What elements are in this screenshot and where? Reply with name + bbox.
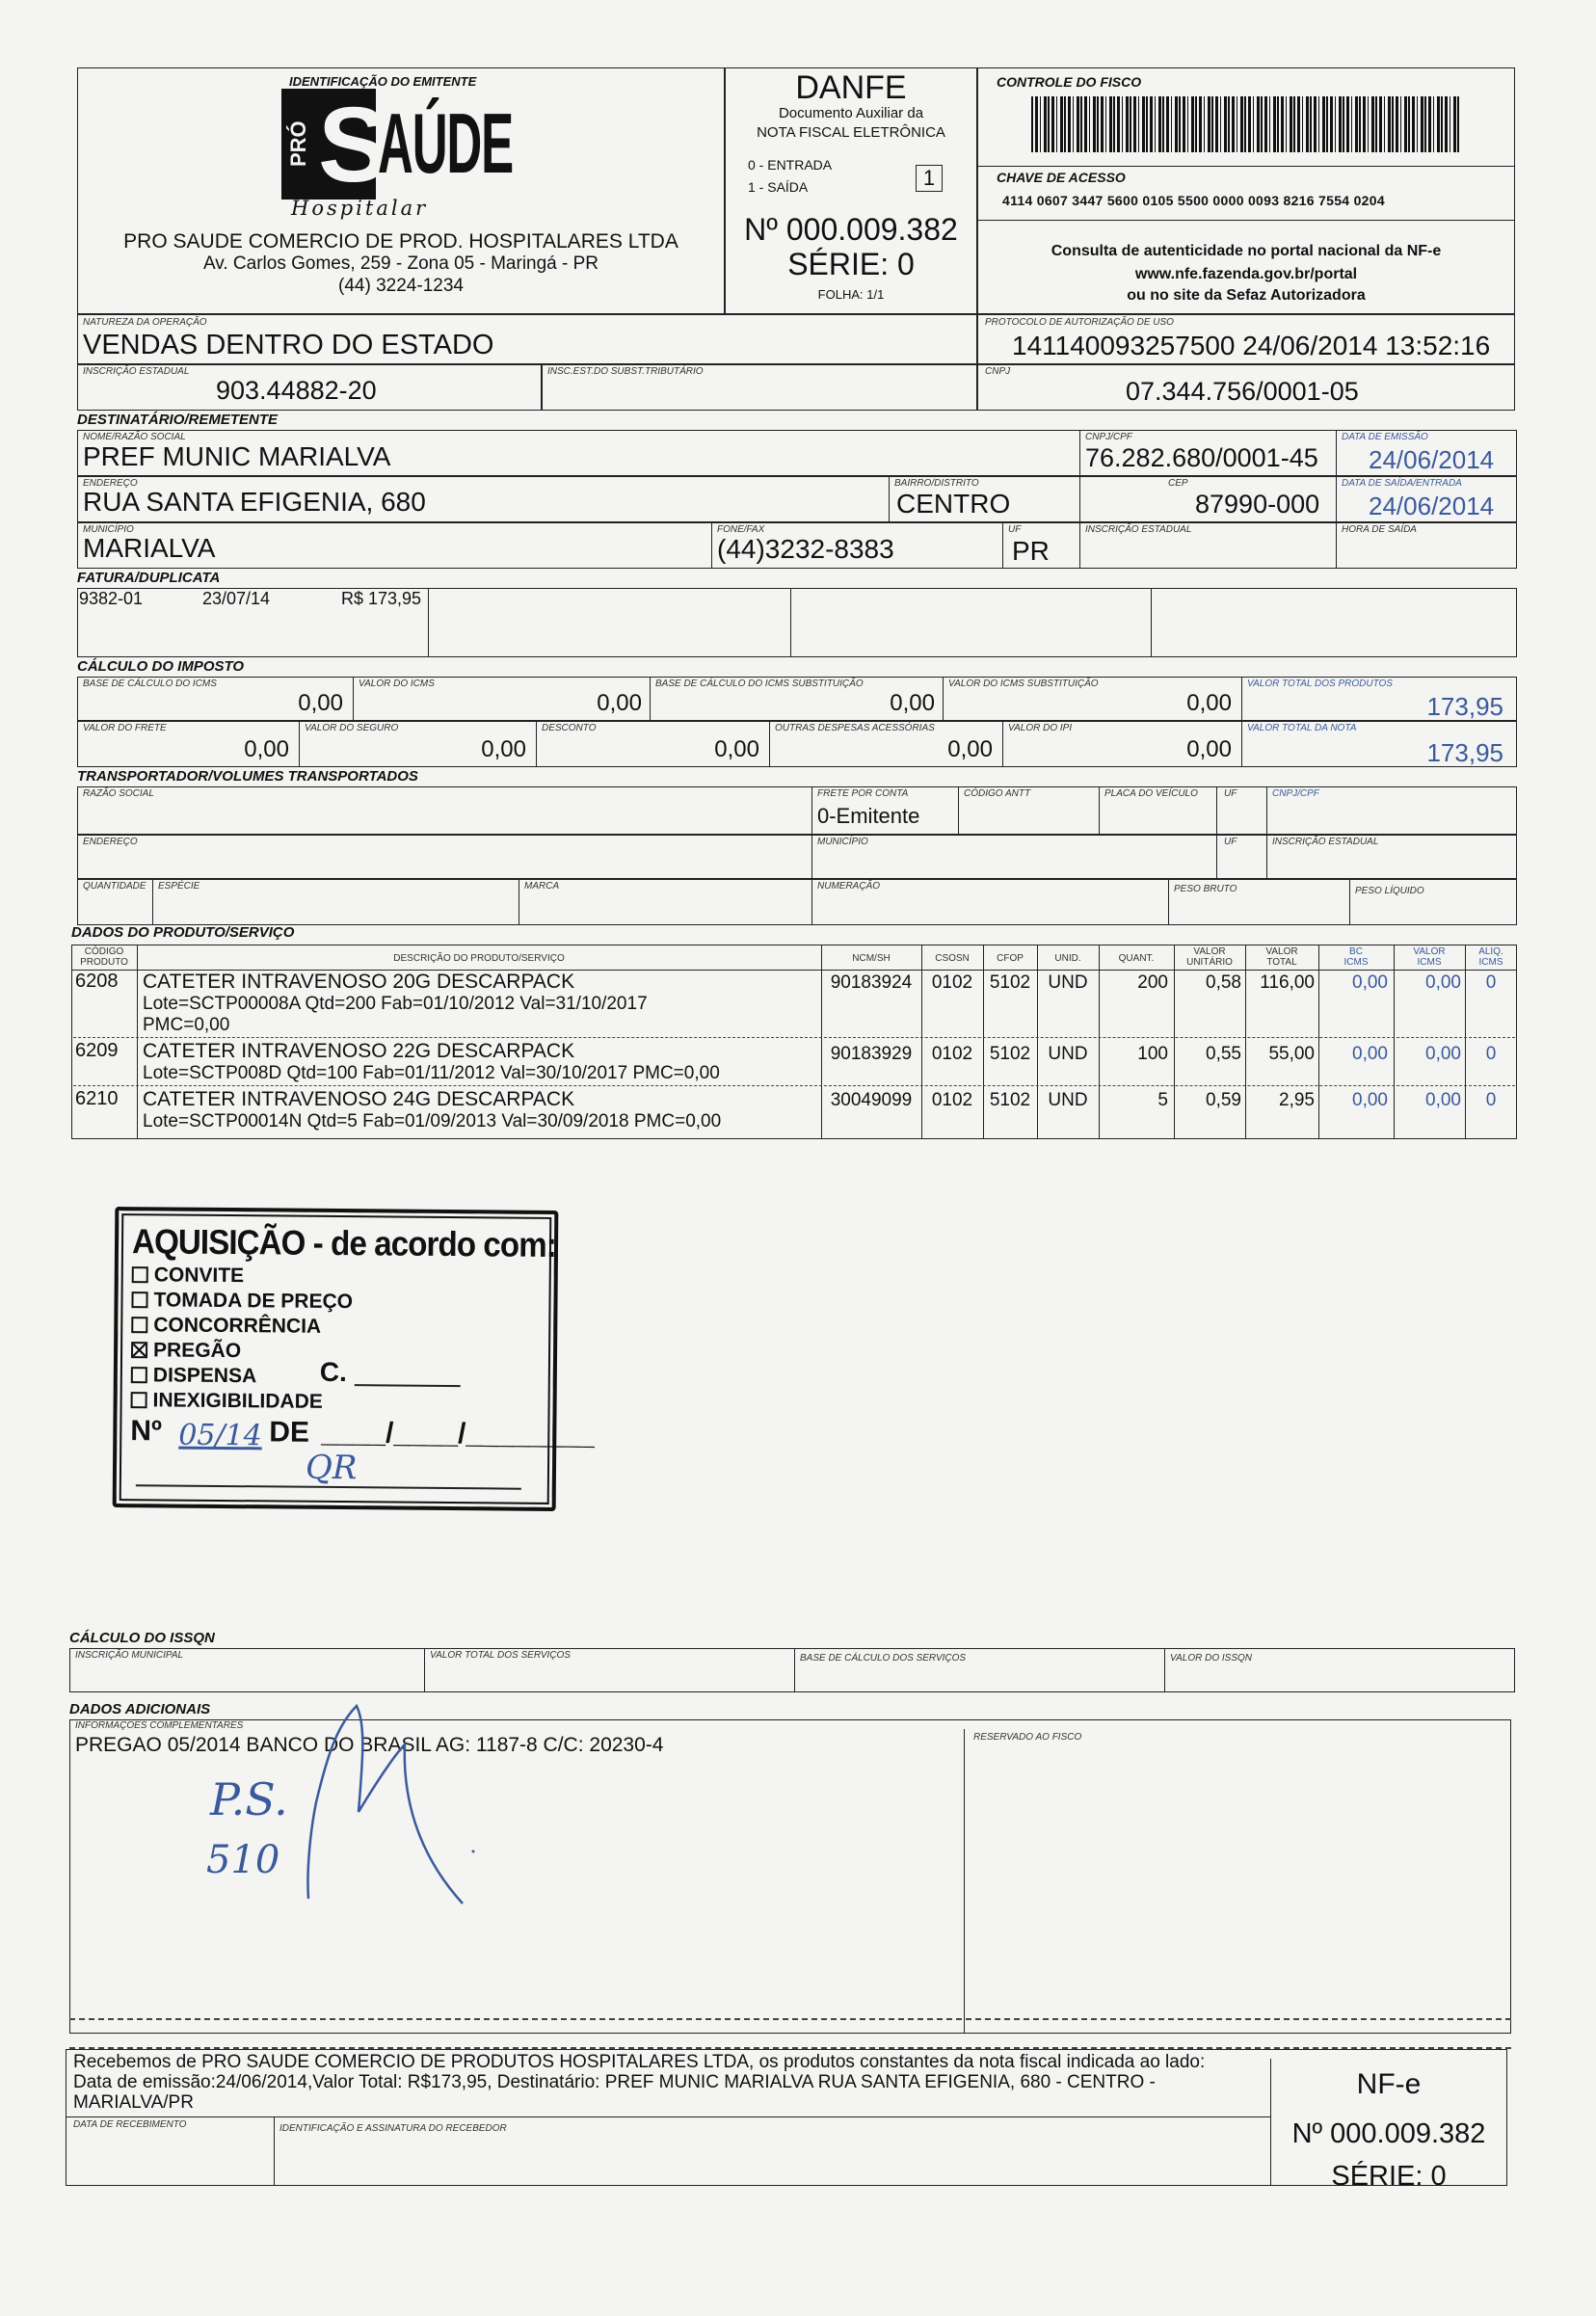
protocolo-value: 141140093257500 24/06/2014 13:52:16 [1012,331,1491,360]
row-desc2: Lote=SCTP00014N Qtd=5 Fab=01/09/2013 Val=30/09/2018 PMC=0,00 [143,1111,722,1131]
frete-label: VALOR DO FRETE [83,723,167,733]
transp-especie-label: ESPÉCIE [158,881,200,892]
danfe-entrada: 0 - ENTRADA [748,157,833,173]
row-desc2: Lote=SCTP008D Qtd=100 Fab=01/11/2012 Val=30/10/2017 PMC=0,00 [143,1063,720,1083]
base-icms: 0,00 [298,690,343,716]
stamp-option-tomada: TOMADA DE PREÇO [131,1290,353,1312]
seguro: 0,00 [481,736,526,762]
row-quant: 5 [1157,1090,1168,1110]
consulta-line1: Consulta de autenticidade no portal nacional da NF-e [1051,243,1442,259]
valor-icms: 0,00 [597,690,642,716]
dest-municipio-label: MUNICÍPIO [83,524,134,535]
fatura-numero: 9382-01 [79,589,144,608]
barcode [1031,96,1460,152]
danfe-folha: FOLHA: 1/1 [817,287,885,302]
row-desc3: PMC=0,00 [143,1015,230,1035]
row-cfop: 5102 [989,972,1031,993]
row-vicms: 0,00 [1425,1090,1461,1110]
consulta-line3: ou no site da Sefaz Autorizadora [1127,287,1366,304]
handwritten-510: 510 [206,1838,280,1882]
handwritten-ps: P.S. [210,1773,288,1825]
adicionais-box [69,1719,1511,2034]
row-desc1: CATETER INTRAVENOSO 20G DESCARPACK [143,971,575,993]
hdr-cfop: CFOP [997,953,1024,964]
transp-peso-liquido-label: PESO LÍQUIDO [1355,886,1424,896]
cnpj-emit-value: 07.344.756/0001-05 [1126,377,1359,406]
transp-peso-bruto-label: PESO BRUTO [1174,884,1237,894]
chave-acesso: 4114 0607 3447 5600 0105 5500 0000 0093 8216 7554 0204 [1002,193,1385,208]
transp-endereco-label: ENDEREÇO [83,837,138,847]
dest-fone: (44)3232-8383 [717,534,894,564]
stamp-option-inexigibilidade: INEXIGIBILIDADE [131,1390,323,1412]
row-csosn: 0102 [931,1044,973,1064]
row-unid: UND [1048,1090,1088,1110]
hdr-vicms2: ICMS [1417,957,1442,968]
hdr-vicms1: VALOR [1413,946,1446,957]
row-vicms: 0,00 [1425,972,1461,993]
adicionais-info-label: INFORMAÇÕES COMPLEMENTARES [75,1720,244,1731]
natureza-label: NATUREZA DA OPERAÇÃO [83,317,207,328]
emitente-name: PRO SAUDE COMERCIO DE PROD. HOSPITALARES LTDA [123,230,678,253]
issqn-box [69,1648,1515,1692]
stamp-option-pregao: PREGÃO [131,1340,241,1361]
total-nota-label: VALOR TOTAL DA NOTA [1247,723,1357,733]
controle-label: CONTROLE DO FISCO [997,74,1142,90]
row-aliq: 0 [1485,1044,1497,1064]
stamp-title: AQUISIÇÃO - de acordo com: [131,1221,557,1264]
iest-label: INSC.EST.DO SUBST.TRIBUTÁRIO [547,366,704,377]
stamp-numero-prefix: Nº [130,1415,163,1448]
row-aliq: 0 [1485,1090,1497,1110]
row-vunit: 0,58 [1206,972,1241,993]
base-icms-label: BASE DE CÁLCULO DO ICMS [83,679,217,689]
produtos-section: DADOS DO PRODUTO/SERVIÇO [71,924,295,941]
danfe-sub2: NOTA FISCAL ELETRÔNICA [757,124,945,141]
valor-icms-label: VALOR DO ICMS [359,679,435,689]
transp-frete: 0-Emitente [817,804,920,828]
fatura-section: FATURA/DUPLICATA [77,570,221,586]
row-vtotal: 116,00 [1260,972,1315,993]
outras-label: OUTRAS DESPESAS ACESSÓRIAS [775,723,935,733]
issqn-base-label: BASE DE CÁLCULO DOS SERVIÇOS [800,1653,967,1664]
row-unid: UND [1048,1044,1088,1064]
dest-cep-label: CEP [1168,478,1188,489]
issqn-servicos-label: VALOR TOTAL DOS SERVIÇOS [430,1650,571,1661]
recibo-data-label: DATA DE RECEBIMENTO [73,2119,187,2130]
hdr-codigo2: PRODUTO [80,957,128,968]
dest-cnpj: 76.282.680/0001-45 [1085,443,1318,472]
hdr-unid: UNID. [1054,953,1081,964]
ipi-label: VALOR DO IPI [1008,723,1073,733]
hdr-aliq2: ICMS [1478,957,1503,968]
hdr-bc2: ICMS [1343,957,1369,968]
row-ncm: 90183924 [830,972,913,993]
base-st-label: BASE DE CÁLCULO DO ICMS SUBSTITUIÇÃO [655,679,864,689]
transp-municipio-label: MUNICÍPIO [817,837,868,847]
transp-marca-label: MARCA [524,881,560,892]
row-bc: 0,00 [1352,1090,1388,1110]
dest-bairro-label: BAIRRO/DISTRITO [894,478,979,489]
destinatario-section: DESTINATÁRIO/REMETENTE [77,412,279,428]
checked-icon [131,1342,147,1358]
dest-saida-label: DATA DE SAÍDA/ENTRADA [1342,478,1462,489]
total-produtos-label: VALOR TOTAL DOS PRODUTOS [1247,679,1393,689]
frete: 0,00 [244,736,289,762]
row-csosn: 0102 [931,972,973,993]
transp-quantidade-label: QUANTIDADE [83,881,146,892]
recibo-text2: Data de emissão:24/06/2014,Valor Total: R$173,95, Destinatário: PREF MUNIC MARIALVA RUA SANTA EFIGENIA, 680 - CENTRO - [73,2072,1156,2092]
row-codigo: 6208 [75,971,119,992]
dest-hora-label: HORA DE SAÍDA [1342,524,1417,535]
company-logo [281,86,518,220]
danfe-tipo-box: 1 [916,165,943,192]
hdr-vunit2: UNITÁRIO [1186,957,1233,968]
dest-fone-label: FONE/FAX [717,524,765,535]
transp-antt-label: CÓDIGO ANTT [964,788,1031,799]
fatura-vencimento: 23/07/14 [202,589,271,608]
dest-nome-label: NOME/RAZÃO SOCIAL [83,432,186,442]
recibo-nfe: NF-e [1356,2068,1422,2100]
hdr-vtotal2: TOTAL [1266,957,1297,968]
row-codigo: 6210 [75,1088,119,1109]
row-cfop: 5102 [989,1044,1031,1064]
row-ncm: 90183929 [830,1044,913,1064]
transp-cnpj-label: CNPJ/CPF [1272,788,1319,799]
dest-uf-label: UF [1008,524,1022,535]
desconto-label: DESCONTO [542,723,597,733]
danfe-serie: SÉRIE: 0 [787,247,915,281]
row-quant: 100 [1137,1044,1168,1064]
valor-st: 0,00 [1186,690,1232,716]
signature-scribble [289,1696,482,1918]
row-bc: 0,00 [1352,972,1388,993]
transp-placa-label: PLACA DO VEÍCULO [1104,788,1198,799]
emitente-phone: (44) 3224-1234 [338,276,464,296]
dest-municipio: MARIALVA [83,533,216,563]
row-aliq: 0 [1485,972,1497,993]
hdr-bc1: BC [1349,946,1363,957]
transp-razao-label: RAZÃO SOCIAL [83,788,154,799]
dest-emissao-label: DATA DE EMISSÃO [1342,432,1428,442]
logo-pro-text: PRÓ [286,120,310,168]
valor-st-label: VALOR DO ICMS SUBSTITUIÇÃO [948,679,1099,689]
natureza-value: VENDAS DENTRO DO ESTADO [83,330,494,360]
issqn-section: CÁLCULO DO ISSQN [69,1630,215,1646]
row-unid: UND [1048,972,1088,993]
dest-ie-label: INSCRIÇÃO ESTADUAL [1085,524,1192,535]
acquisition-stamp [113,1207,596,1511]
hdr-vunit1: VALOR [1193,946,1226,957]
dest-endereco-label: ENDEREÇO [83,478,138,489]
row-vicms: 0,00 [1425,1044,1461,1064]
transp-uf-label-2: UF [1224,837,1237,847]
ie-value: 903.44882-20 [216,376,377,405]
hdr-codigo1: CÓDIGO [84,946,124,957]
hdr-quant: QUANT. [1118,953,1155,964]
recibo-text3: MARIALVA/PR [73,2092,194,2113]
row-codigo: 6209 [75,1040,119,1061]
transportador-section: TRANSPORTADOR/VOLUMES TRANSPORTADOS [77,768,418,785]
danfe-numero: Nº 000.009.382 [744,212,958,247]
issqn-im-label: INSCRIÇÃO MUNICIPAL [75,1650,184,1661]
transp-row3 [77,879,1517,925]
logo-s-text: S [318,86,389,204]
dest-cnpj-label: CNPJ/CPF [1085,432,1132,442]
hdr-aliq1: ALIQ. [1478,946,1503,957]
logo-sub-text: Hospitalar [291,197,429,220]
row-cfop: 5102 [989,1090,1031,1110]
adicionais-section: DADOS ADICIONAIS [69,1701,211,1717]
outras: 0,00 [947,736,993,762]
recibo-assinatura-label: IDENTIFICAÇÃO E ASSINATURA DO RECEBEDOR [279,2123,507,2134]
row-bc: 0,00 [1352,1044,1388,1064]
dest-cep: 87990-000 [1195,490,1320,519]
reservado-label: RESERVADO AO FISCO [973,1732,1082,1743]
row-desc1: CATETER INTRAVENOSO 22G DESCARPACK [143,1040,575,1062]
row-quant: 200 [1137,972,1168,993]
transp-uf-label: UF [1224,788,1237,799]
recibo-numero: Nº 000.009.382 [1291,2118,1486,2149]
base-st: 0,00 [890,690,935,716]
hdr-csosn: CSOSN [935,953,970,964]
hdr-ncm: NCM/SH [852,953,891,964]
emitente-section-title: IDENTIFICAÇÃO DO EMITENTE [289,74,477,89]
cnpj-emit-label: CNPJ [985,366,1011,377]
dest-endereco: RUA SANTA EFIGENIA, 680 [83,487,426,517]
stamp-option-convite: CONVITE [132,1264,245,1286]
stamp-numero: 05/14 [178,1418,262,1453]
dest-bairro: CENTRO [896,489,1011,519]
transp-numeracao-label: NUMERAÇÃO [817,881,881,892]
dest-saida: 24/06/2014 [1369,492,1495,520]
stamp-de: DE [269,1416,310,1449]
adicionais-info: PREGAO 05/2014 BANCO DO BRASIL AG: 1187-8 C/C: 20230-4 [75,1734,664,1756]
stamp-initials: QR [305,1448,358,1488]
dest-nome: PREF MUNIC MARIALVA [83,441,391,471]
fatura-valor: R$ 173,95 [341,589,422,608]
row-vtotal: 2,95 [1279,1090,1315,1110]
recibo-serie: SÉRIE: 0 [1331,2161,1447,2192]
logo-aude-text: AÚDE [378,95,513,191]
danfe-sub1: Documento Auxiliar da [778,105,924,121]
transp-ie-label: INSCRIÇÃO ESTADUAL [1272,837,1379,847]
dest-emissao: 24/06/2014 [1369,445,1495,474]
total-nota: 173,95 [1426,738,1503,767]
chave-label: CHAVE DE ACESSO [997,170,1126,185]
stamp-c-label: C. [319,1356,348,1388]
consulta-line2: www.nfe.fazenda.gov.br/portal [1134,266,1358,282]
row-desc2: Lote=SCTP00008A Qtd=200 Fab=01/10/2012 Val=31/10/2017 [143,994,648,1014]
row-vunit: 0,59 [1206,1090,1241,1110]
row-ncm: 30049099 [830,1090,913,1110]
hdr-vtotal1: VALOR [1265,946,1298,957]
total-produtos: 173,95 [1426,692,1503,721]
recibo-text1: Recebemos de PRO SAUDE COMERCIO DE PRODUTOS HOSPITALARES LTDA, os produtos constantes da nota fiscal indicada ao lado: [73,2052,1206,2072]
protocolo-label: PROTOCOLO DE AUTORIZAÇÃO DE USO [985,317,1174,328]
imposto-section: CÁLCULO DO IMPOSTO [77,658,245,675]
row-vunit: 0,55 [1206,1044,1241,1064]
ie-label: INSCRIÇÃO ESTADUAL [83,366,190,377]
row-vtotal: 55,00 [1268,1044,1315,1064]
fatura-box [77,588,1517,657]
row-desc1: CATETER INTRAVENOSO 24G DESCARPACK [143,1088,575,1110]
desconto: 0,00 [714,736,759,762]
dest-uf: PR [1012,536,1050,566]
row-csosn: 0102 [931,1090,973,1110]
danfe-title: DANFE [795,69,907,106]
hdr-descricao: DESCRIÇÃO DO PRODUTO/SERVIÇO [393,953,565,964]
ipi: 0,00 [1186,736,1232,762]
transp-frete-label: FRETE POR CONTA [817,788,909,799]
stamp-date-blank: ____/____/________ [321,1416,596,1451]
seguro-label: VALOR DO SEGURO [305,723,399,733]
stamp-option-concorrencia: CONCORRÊNCIA [131,1315,321,1337]
stamp-option-dispensa: DISPENSA [131,1365,257,1386]
emitente-address: Av. Carlos Gomes, 259 - Zona 05 - Maringá - PR [202,253,599,274]
danfe-saida: 1 - SAÍDA [748,179,809,195]
issqn-valor-label: VALOR DO ISSQN [1170,1653,1253,1664]
